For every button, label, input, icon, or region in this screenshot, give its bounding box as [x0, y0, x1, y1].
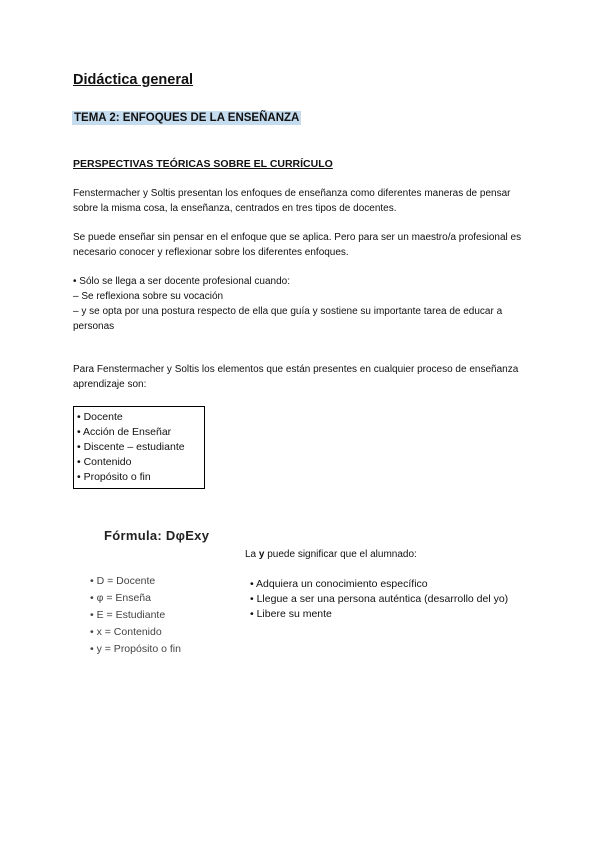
list-item: – Se reflexiona sobre su vocación — [73, 291, 224, 302]
list-item: • Llegue a ser una persona auténtica (desarrollo del yo) — [250, 593, 509, 605]
formula-title: Fórmula: DφExy — [104, 528, 210, 543]
list-item: • y = Propósito o fin — [90, 643, 181, 655]
paragraph-intro — [73, 186, 533, 216]
y-meaning-list — [250, 577, 508, 622]
list-item: • E = Estudiante — [90, 609, 166, 621]
list-item: • D = Docente — [90, 575, 156, 587]
list-item: • Propósito o fin — [77, 471, 151, 483]
intro-bold: y — [258, 549, 265, 560]
list-item: – y se opta por una postura respecto de ella que guía y sostiene su importante tarea de educar a personas — [73, 306, 503, 332]
intro-suffix: puede significar que el alumnado: — [264, 549, 417, 560]
list-item: • Contenido — [77, 456, 132, 468]
paragraph-elements — [73, 362, 533, 392]
paragraph-professional — [73, 230, 533, 260]
paragraph-text: Para Fenstermacher y Soltis los elementos que están presentes en cualquier proceso de enseñanza aprendizaje son: — [73, 364, 519, 390]
list-item: • Sólo se llega a ser docente profesional cuando: — [73, 276, 290, 287]
y-meaning-intro — [245, 549, 417, 560]
intro-prefix: La — [245, 549, 259, 560]
document-title: Didáctica general — [73, 72, 194, 88]
subheading: PERSPECTIVAS TEÓRICAS SOBRE EL CURRÍCULO — [73, 158, 333, 170]
paragraph-text: Se puede enseñar sin pensar en el enfoque que se aplica. Pero para ser un maestro/a profesional es necesario conocer y reflexionar sobre los diferentes enfoques. — [73, 232, 522, 258]
section-title: TEMA 2: ENFOQUES DE LA ENSEÑANZA — [74, 112, 300, 124]
list-item: • φ = Enseña — [90, 592, 151, 604]
paragraph-text: Fenstermacher y Soltis presentan los enfoques de enseñanza como diferentes maneras de pensar sobre la misma cosa, la enseñanza, centrados en tres tipos de docentes. — [73, 188, 511, 214]
paragraph-conditions — [73, 274, 533, 334]
list-item: • Adquiera un conocimiento específico — [250, 578, 428, 590]
list-item: • Discente – estudiante — [77, 441, 185, 453]
formula-list — [90, 573, 181, 658]
list-item: • Docente — [77, 411, 123, 423]
list-item: • Acción de Enseñar — [77, 426, 172, 438]
elements-box — [73, 406, 205, 489]
list-item: • Libere su mente — [250, 608, 332, 620]
list-item: • x = Contenido — [90, 626, 162, 638]
